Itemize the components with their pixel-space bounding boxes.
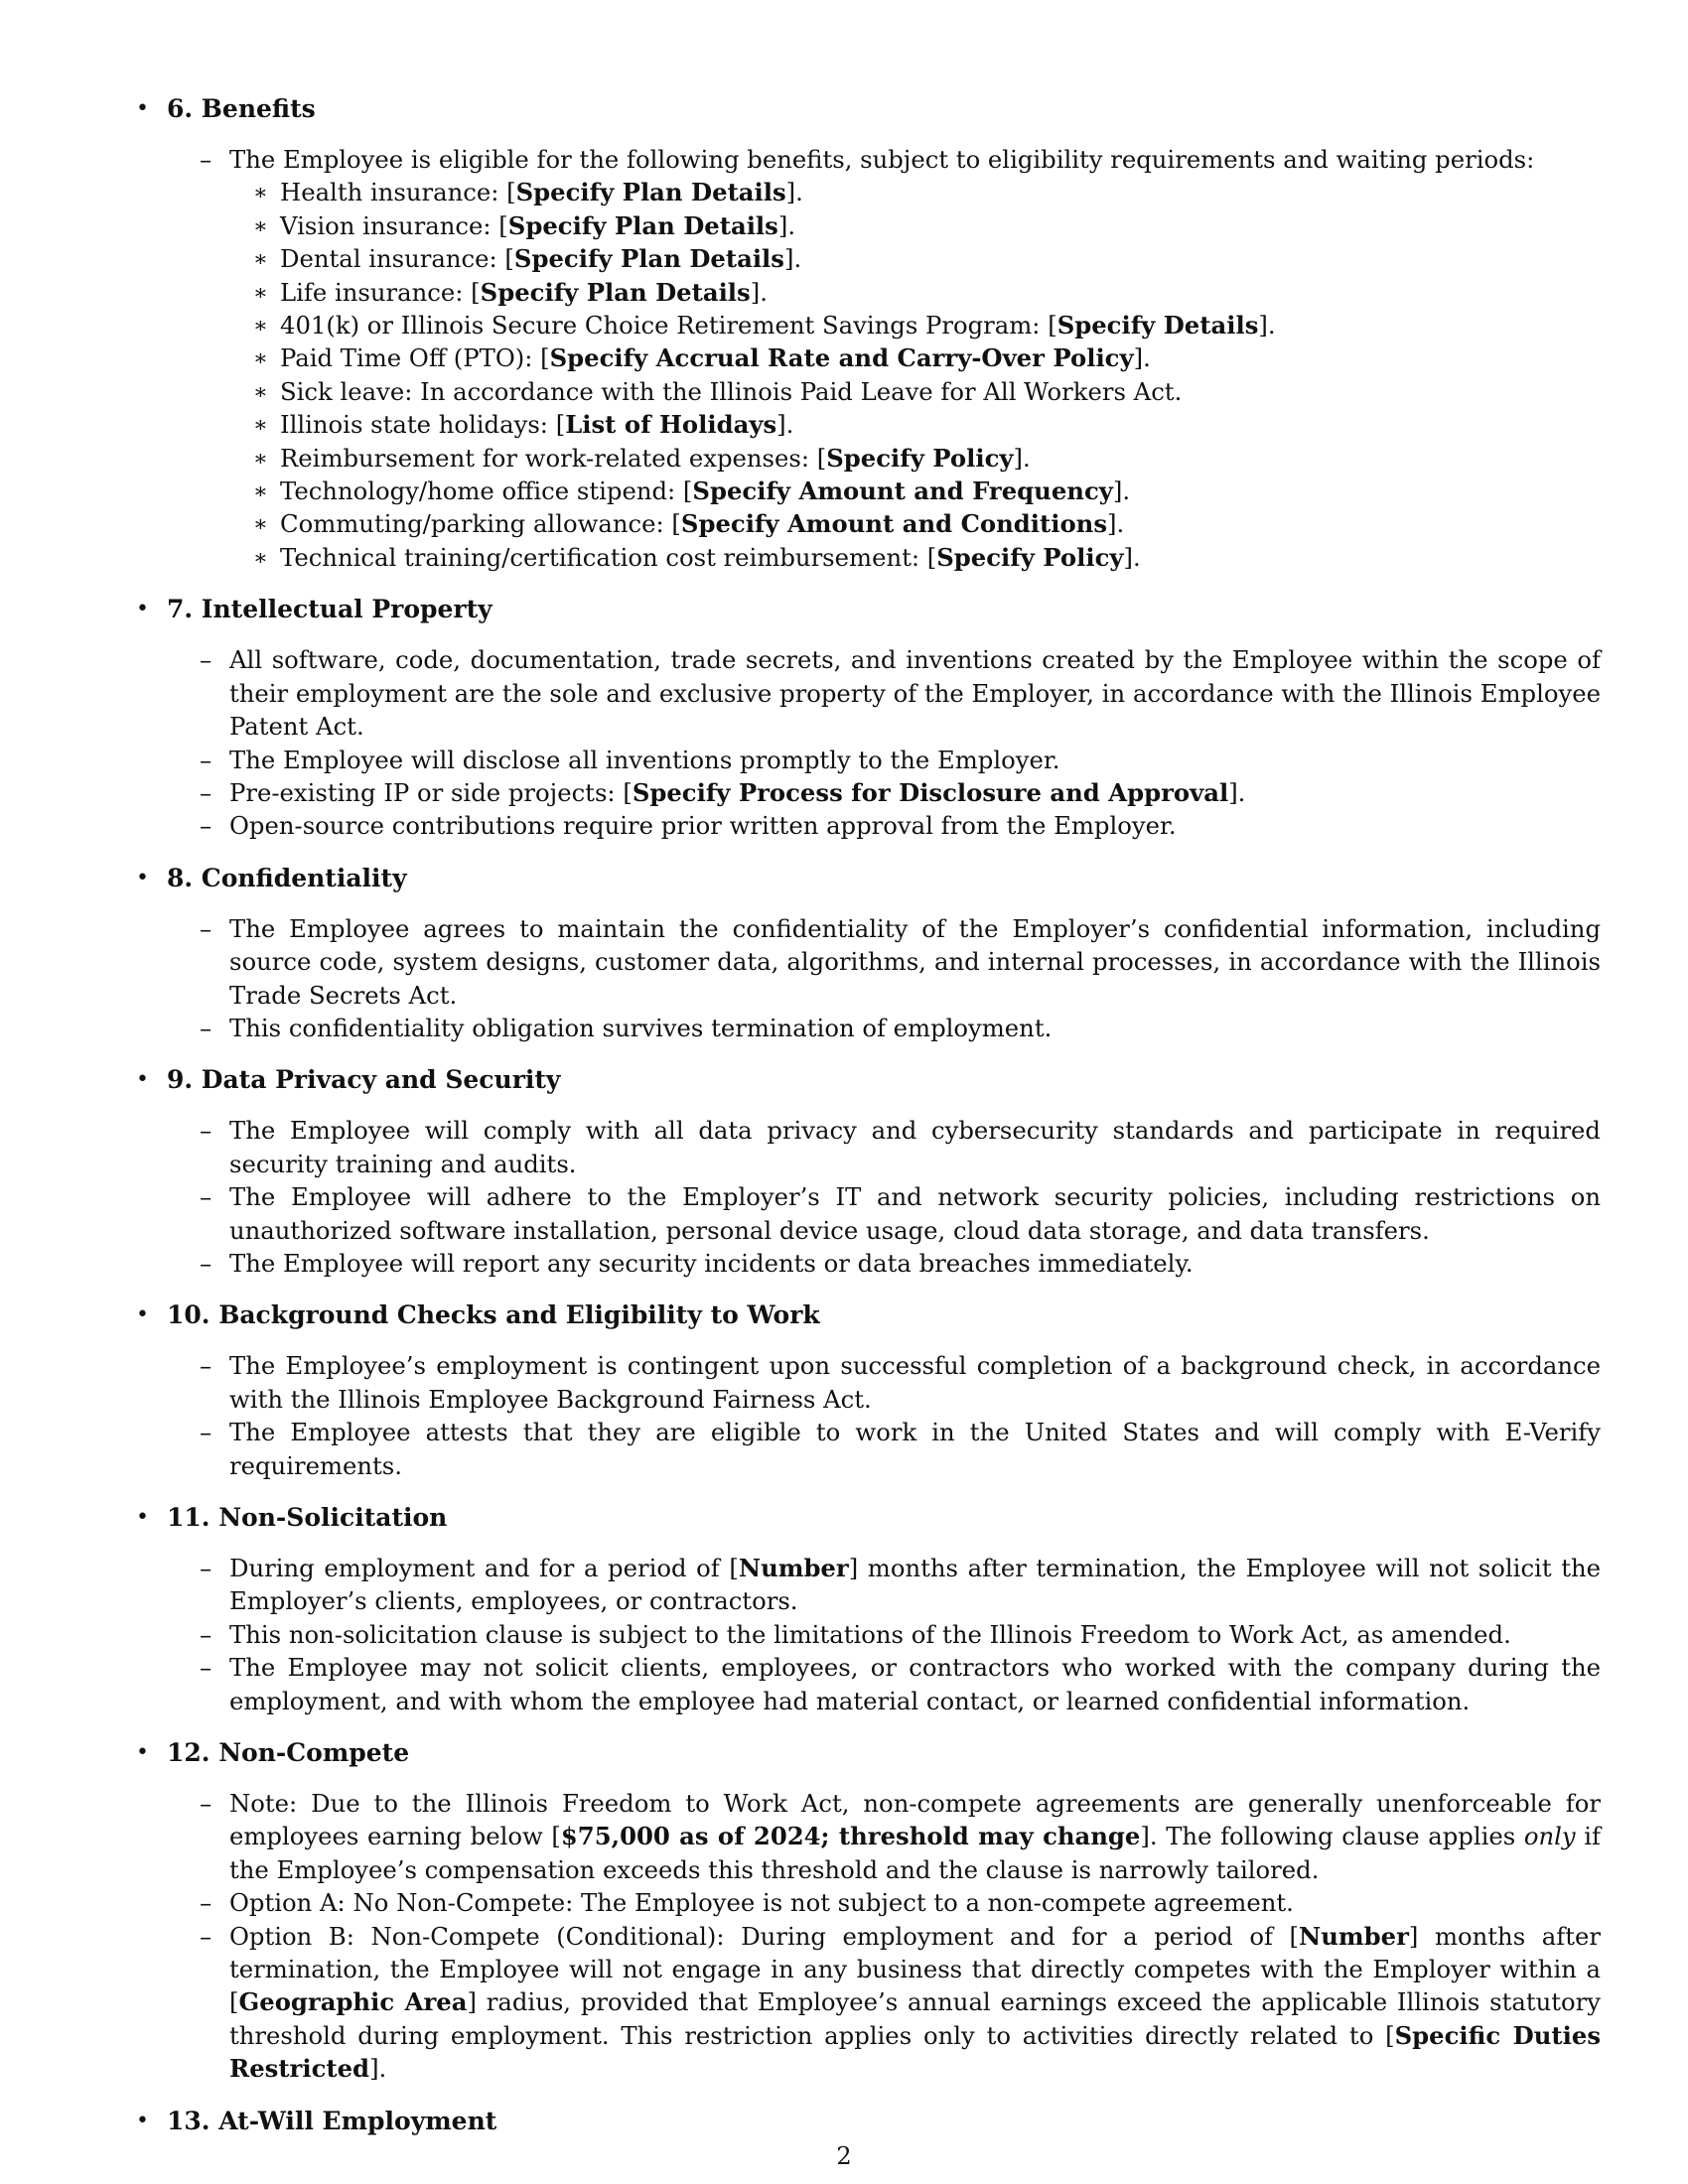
section-benefits xyxy=(131,93,1601,574)
list-item xyxy=(200,1416,1601,1482)
section-heading-text: 6. Benefits xyxy=(167,94,316,123)
dash-icon: – xyxy=(200,1653,212,1683)
section-non-compete xyxy=(131,1737,1601,2086)
document-body xyxy=(131,93,1601,2157)
bullet-icon: • xyxy=(136,865,149,890)
asterisk-icon: ∗ xyxy=(253,379,268,405)
dash-icon: – xyxy=(200,1554,212,1582)
page-number: 2 xyxy=(836,2142,852,2170)
text-run: Note: Due to the Illinois Freedom to Work Act, non-compete agreements are generally unenforceable for employees earning below [ xyxy=(229,1789,1601,1851)
bold-placeholder: Specify Details xyxy=(1056,311,1259,341)
asterisk-icon: ∗ xyxy=(253,213,268,239)
list-item xyxy=(200,912,1601,1012)
text-run: ] months after termination, the Employee will not solicit the Employer’s clients, employees, or contractors. xyxy=(229,1554,1601,1616)
text-run: Health insurance: [ xyxy=(280,178,516,207)
list-item xyxy=(200,1349,1601,1416)
text-run: ]. xyxy=(1228,777,1246,807)
list-item xyxy=(200,1114,1601,1180)
bold-placeholder: Specify Plan Details xyxy=(507,210,778,240)
bullet-icon: • xyxy=(136,2108,149,2133)
section-items xyxy=(131,1552,1601,1717)
text-run: ]. xyxy=(776,410,794,440)
text-run: Open-source contributions require prior written approval from the Employer. xyxy=(229,811,1177,841)
dash-icon: – xyxy=(200,777,212,807)
text-run: if the Employee’s compensation exceeds this threshold and the clause is narrowly tailored. xyxy=(229,1822,1601,1884)
bullet-icon: • xyxy=(136,1067,149,1093)
list-item xyxy=(200,1618,1601,1651)
text-run: The Employee’s employment is contingent upon successful completion of a background check, in accordance with the Illinois Employee Background Fairness Act. xyxy=(229,1351,1601,1414)
section-heading xyxy=(131,1737,1601,1769)
section-background-checks xyxy=(131,1299,1601,1482)
dash-icon: – xyxy=(200,1789,212,1819)
text-run: ]. xyxy=(783,244,802,274)
text-run: ] radius, provided that Employee’s annual earnings exceed the applicable Illinois statutory threshold during employment. This restriction applies only to activities directly related to [ xyxy=(229,1987,1601,2050)
text-run: Vision insurance: [ xyxy=(280,210,508,240)
text-run: Reimbursement for work-related expenses: [ xyxy=(280,443,827,473)
bold-placeholder: Specify Plan Details xyxy=(513,244,784,274)
bullet-icon: • xyxy=(136,1302,149,1328)
text-run: ]. xyxy=(750,277,768,307)
text-run: Dental insurance: [ xyxy=(280,244,514,274)
section-heading xyxy=(131,93,1601,125)
text-run: Option B: Non-Compete (Conditional): During employment and for a period of [ xyxy=(229,1921,1300,1951)
bold-placeholder: Specify Plan Details xyxy=(515,178,786,207)
dash-icon: – xyxy=(200,1619,212,1649)
dash-icon: – xyxy=(200,1248,212,1278)
text-run: Pre-existing IP or side projects: [ xyxy=(229,777,633,807)
text-run: Life insurance: [ xyxy=(280,277,481,307)
text-run: ]. xyxy=(1013,443,1031,473)
sub-list-item xyxy=(253,475,1601,507)
text-run: ]. xyxy=(1112,477,1131,506)
sub-list-item xyxy=(253,341,1601,374)
text-run: ]. xyxy=(785,178,803,207)
section-heading xyxy=(131,1064,1601,1096)
section-items xyxy=(131,1114,1601,1280)
list-item xyxy=(200,776,1601,809)
list-item xyxy=(200,1787,1601,1886)
sub-list-item xyxy=(253,541,1601,574)
bold-placeholder: Number xyxy=(738,1554,849,1582)
text-run: 401(k) or Illinois Secure Choice Retirement Savings Program: [ xyxy=(280,311,1057,341)
dash-icon: – xyxy=(200,1351,212,1381)
asterisk-icon: ∗ xyxy=(253,181,268,206)
text-run: ] months after termination, the Employee will not engage in any business that directly competes with the Employer within a [ xyxy=(229,1921,1601,2017)
text-run: ]. xyxy=(1123,542,1141,572)
sub-list-item xyxy=(253,209,1601,242)
text-run: This confidentiality obligation survives termination of employment. xyxy=(229,1013,1053,1042)
bold-placeholder: Geographic Area xyxy=(238,1987,468,2017)
list-item xyxy=(200,1920,1602,2086)
list-item xyxy=(200,809,1601,842)
list-item xyxy=(200,744,1601,776)
section-heading-text: 13. At-Will Employment xyxy=(167,2106,497,2135)
list-item xyxy=(200,1886,1601,1919)
section-heading xyxy=(131,594,1601,625)
dash-icon: – xyxy=(200,645,212,675)
section-heading xyxy=(131,1299,1601,1331)
sub-list-item xyxy=(253,276,1601,309)
text-run: ]. xyxy=(1107,509,1125,539)
text-run: The Employee attests that they are eligible to work in the United States and will comply with E-Verify requirements. xyxy=(229,1418,1601,1480)
list-item xyxy=(200,1012,1601,1044)
section-heading xyxy=(131,2106,1601,2137)
bold-placeholder: Number xyxy=(1299,1921,1409,1951)
sub-list-item xyxy=(253,442,1601,475)
asterisk-icon: ∗ xyxy=(253,247,268,273)
bold-placeholder: Specify Amount and Frequency xyxy=(692,477,1113,506)
section-heading xyxy=(131,863,1601,894)
text-run: ]. xyxy=(369,2054,387,2084)
bold-placeholder: Specify Process for Disclosure and Approval xyxy=(632,777,1229,807)
bold-placeholder: Specific Duties Restricted xyxy=(229,2020,1602,2084)
bullet-icon: • xyxy=(136,1505,149,1530)
section-non-solicitation xyxy=(131,1502,1601,1717)
asterisk-icon: ∗ xyxy=(253,314,268,340)
bold-placeholder: Specify Amount and Conditions xyxy=(680,509,1108,539)
text-run: Sick leave: In accordance with the Illinois Paid Leave for All Workers Act. xyxy=(280,376,1183,406)
text-run: The Employee will adhere to the Employer’s IT and network security policies, including restrictions on unauthorized software installation, personal device usage, cloud data storage, and data transfers. xyxy=(229,1182,1601,1245)
text-run: ]. xyxy=(1258,311,1276,341)
section-heading-text: 8. Confidentiality xyxy=(167,863,407,892)
asterisk-icon: ∗ xyxy=(253,479,268,505)
section-heading-text: 12. Non-Compete xyxy=(167,1738,410,1768)
italic-text: only xyxy=(1523,1822,1576,1851)
section-heading-text: 10. Background Checks and Eligibility to Work xyxy=(167,1300,820,1330)
bold-placeholder: $75,000 as of 2024; threshold may change xyxy=(560,1822,1141,1851)
text-run: Technology/home office stipend: [ xyxy=(280,477,693,506)
sub-list-item xyxy=(253,408,1601,441)
asterisk-icon: ∗ xyxy=(253,446,268,472)
sub-list-item xyxy=(253,309,1601,341)
text-run: Illinois state holidays: [ xyxy=(280,410,566,440)
text-run: Technical training/certification cost reimbursement: [ xyxy=(280,542,937,572)
dash-icon: – xyxy=(200,811,212,841)
sub-list-item xyxy=(253,507,1601,540)
list-item xyxy=(200,1651,1601,1717)
asterisk-icon: ∗ xyxy=(253,346,268,372)
section-items xyxy=(131,643,1601,842)
dash-icon: – xyxy=(200,145,212,174)
bold-placeholder: Specify Policy xyxy=(936,542,1124,572)
section-at-will xyxy=(131,2106,1601,2137)
section-items xyxy=(131,143,1601,574)
dash-icon: – xyxy=(200,745,212,774)
text-run: The Employee will report any security incidents or data breaches immediately. xyxy=(229,1248,1194,1278)
section-heading-text: 9. Data Privacy and Security xyxy=(167,1065,561,1095)
sub-list-item xyxy=(253,375,1601,408)
section-intellectual-property xyxy=(131,594,1601,842)
text-run: Commuting/parking allowance: [ xyxy=(280,509,681,539)
list-item xyxy=(200,1180,1601,1247)
dash-icon: – xyxy=(200,913,212,943)
section-heading-text: 11. Non-Solicitation xyxy=(167,1503,448,1532)
list-item xyxy=(200,1247,1601,1280)
asterisk-icon: ∗ xyxy=(253,280,268,306)
section-items xyxy=(131,1349,1601,1482)
sub-list-item xyxy=(253,242,1601,275)
text-run: The Employee will comply with all data privacy and cybersecurity standards and participate in required security training and audits. xyxy=(229,1116,1601,1178)
text-run: This non-solicitation clause is subject to the limitations of the Illinois Freedom to Work Act, as amended. xyxy=(229,1619,1511,1649)
text-run: ]. The following clause applies xyxy=(1140,1822,1524,1851)
text-run: During employment and for a period of [ xyxy=(229,1554,739,1582)
section-items xyxy=(131,912,1601,1045)
asterisk-icon: ∗ xyxy=(253,545,268,571)
section-heading xyxy=(131,1502,1601,1534)
text-run: The Employee agrees to maintain the confidentiality of the Employer’s confidential information, including source code, system designs, customer data, algorithms, and internal processes, in accordance with the Illinois Trade Secrets Act. xyxy=(229,913,1601,1010)
dash-icon: – xyxy=(200,1921,212,1951)
bullet-icon: • xyxy=(136,96,149,121)
text-run: ]. xyxy=(1133,343,1151,373)
text-run: Paid Time Off (PTO): [ xyxy=(280,343,550,373)
list-item xyxy=(200,1552,1601,1618)
text-run: The Employee is eligible for the following benefits, subject to eligibility requirements and waiting periods: xyxy=(229,145,1535,174)
bold-placeholder: Specify Policy xyxy=(826,443,1014,473)
bullet-icon: • xyxy=(136,597,149,622)
bold-placeholder: List of Holidays xyxy=(565,410,777,440)
sub-list-item xyxy=(253,176,1601,208)
dash-icon: – xyxy=(200,1013,212,1042)
asterisk-icon: ∗ xyxy=(253,413,268,439)
list-item xyxy=(200,643,1601,743)
text-run: The Employee may not solicit clients, employees, or contractors who worked with the company during the employment, and with whom the employee had material contact, or learned confidential information. xyxy=(229,1653,1601,1715)
dash-icon: – xyxy=(200,1418,212,1447)
asterisk-icon: ∗ xyxy=(253,512,268,538)
section-items xyxy=(131,1787,1601,2086)
text-run: The Employee will disclose all inventions promptly to the Employer. xyxy=(229,745,1060,774)
bold-placeholder: Specify Accrual Rate and Carry-Over Policy xyxy=(549,343,1134,373)
text-run: Option A: No Non-Compete: The Employee is not subject to a non-compete agreement. xyxy=(229,1888,1294,1918)
dash-icon: – xyxy=(200,1116,212,1146)
bullet-icon: • xyxy=(136,1740,149,1766)
list-item xyxy=(200,143,1601,176)
dash-icon: – xyxy=(200,1182,212,1212)
sub-list xyxy=(228,176,1601,574)
text-run: All software, code, documentation, trade secrets, and inventions created by the Employee within the scope of their employment are the sole and exclusive property of the Employer, in accordance with the Illinois Employee Patent Act. xyxy=(229,645,1601,742)
section-data-privacy xyxy=(131,1064,1601,1280)
dash-icon: – xyxy=(200,1888,212,1918)
section-heading-text: 7. Intellectual Property xyxy=(167,595,492,624)
section-confidentiality xyxy=(131,863,1601,1045)
bold-placeholder: Specify Plan Details xyxy=(480,277,751,307)
text-run: ]. xyxy=(777,210,796,240)
